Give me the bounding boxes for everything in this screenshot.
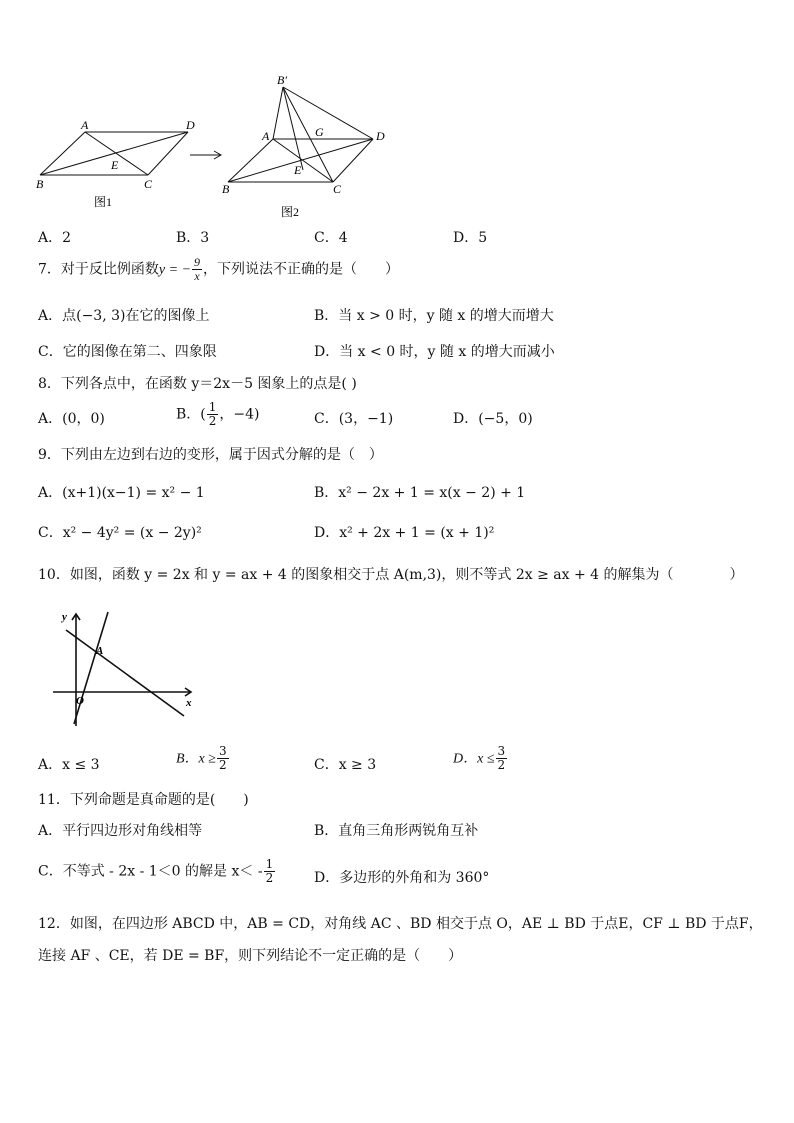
label-E: E [111, 158, 119, 172]
q6-option-d: D．5 [453, 230, 488, 246]
q11-option-c: C．不等式 - 2x - 1＜0 的解是 x＜ - $\frac{1}{2}$ [38, 857, 274, 885]
q10-stem: 10．如图，函数 y = 2x 和 y = ax + 4 的图象相交于点 A(m,3)，则不等式 2x ≥ ax + 4 的解集为（ ） [38, 567, 744, 583]
figure-1-caption: 图1 [94, 195, 113, 209]
q7-option-a: A．点(−3, 3)在它的图像上 [38, 308, 210, 324]
q8-option-b: B．( $\frac{1}{2}$ ，−4) [176, 400, 260, 428]
q6-option-a: A．2 [38, 230, 72, 246]
point-A-label: A [96, 645, 104, 657]
label-C: C [333, 182, 342, 196]
label-A: A [81, 118, 89, 132]
q7-option-d: D．当 x < 0 时，y 随 x 的增大而减小 [314, 344, 555, 360]
q10-option-b: B．x ≥ $\frac{3}{2}$ [176, 744, 227, 772]
q10-graph [48, 608, 198, 733]
q10-option-c: C．x ≥ 3 [314, 757, 377, 773]
q7-func-den: x [194, 269, 200, 283]
origin-label: O [76, 695, 84, 707]
q7-option-c: C．它的图像在第二、四象限 [38, 344, 217, 360]
q12-stem-line2: 连接 AF 、CE，若 DE = BF，则下列结论不一定正确的是（ ） [38, 948, 463, 964]
q8-stem: 8．下列各点中，在函数 y＝2x－5 图象上的点是( ) [38, 376, 357, 392]
q6-option-b: B．3 [176, 230, 210, 246]
label-A: A [262, 129, 270, 143]
label-B-prime: B′ [277, 73, 287, 87]
label-B: B [222, 182, 230, 196]
q7-option-b: B．当 x > 0 时，y 随 x 的增大而增大 [314, 308, 554, 324]
q8-option-c: C．(3，−1) [314, 411, 394, 427]
q9-option-c: C．x² − 4y² = (x − 2y)² [38, 525, 202, 541]
q9-stem: 9．下列由左边到右边的变形，属于因式分解的是（ ） [38, 447, 383, 463]
q8-option-a: A．(0，0) [38, 411, 105, 427]
q8-option-d: D．(−5，0) [453, 411, 533, 427]
q10-option-d: D．x ≤ $\frac{3}{2}$ [453, 744, 506, 772]
q9-option-b: B．x² − 2x + 1 = x(x − 2) + 1 [314, 485, 526, 501]
q7-stem-pre: 7．对于反比例函数 [38, 261, 159, 278]
figure-2 [215, 72, 395, 222]
axis-x-label: x [186, 697, 192, 709]
label-D: D [376, 129, 385, 143]
label-E: E [294, 163, 302, 177]
q7-func-num: 9 [194, 255, 201, 269]
q7-stem-post: ，下列说法不正确的是（ ） [203, 261, 400, 278]
q9-option-a: A．(x+1)(x−1) = x² − 1 [38, 485, 205, 501]
label-D: D [186, 118, 195, 132]
label-G: G [315, 125, 324, 139]
q11-stem: 11．下列命题是真命题的是( ) [38, 792, 249, 808]
label-B: B [36, 177, 44, 191]
figure-1 [30, 110, 210, 215]
figure-2-caption: 图2 [281, 205, 300, 219]
q11-option-d: D．多边形的外角和为 360° [314, 870, 490, 886]
q11-option-b: B．直角三角形两锐角互补 [314, 823, 479, 839]
axis-y-label: y [62, 611, 67, 623]
q7-func-lhs: y = − [158, 262, 192, 278]
q6-option-c: C．4 [314, 230, 348, 246]
q10-option-a: A．x ≤ 3 [38, 757, 100, 773]
q11-option-a: A．平行四边形对角线相等 [38, 823, 203, 839]
label-C: C [144, 177, 153, 191]
q12-stem-line1: 12．如图，在四边形 ABCD 中，AB = CD，对角线 AC 、BD 相交于点 O，AE ⊥ BD 于点E，CF ⊥ BD 于点F， [38, 916, 763, 932]
q9-option-d: D．x² + 2x + 1 = (x + 1)² [314, 525, 495, 541]
q7-stem [38, 256, 399, 283]
